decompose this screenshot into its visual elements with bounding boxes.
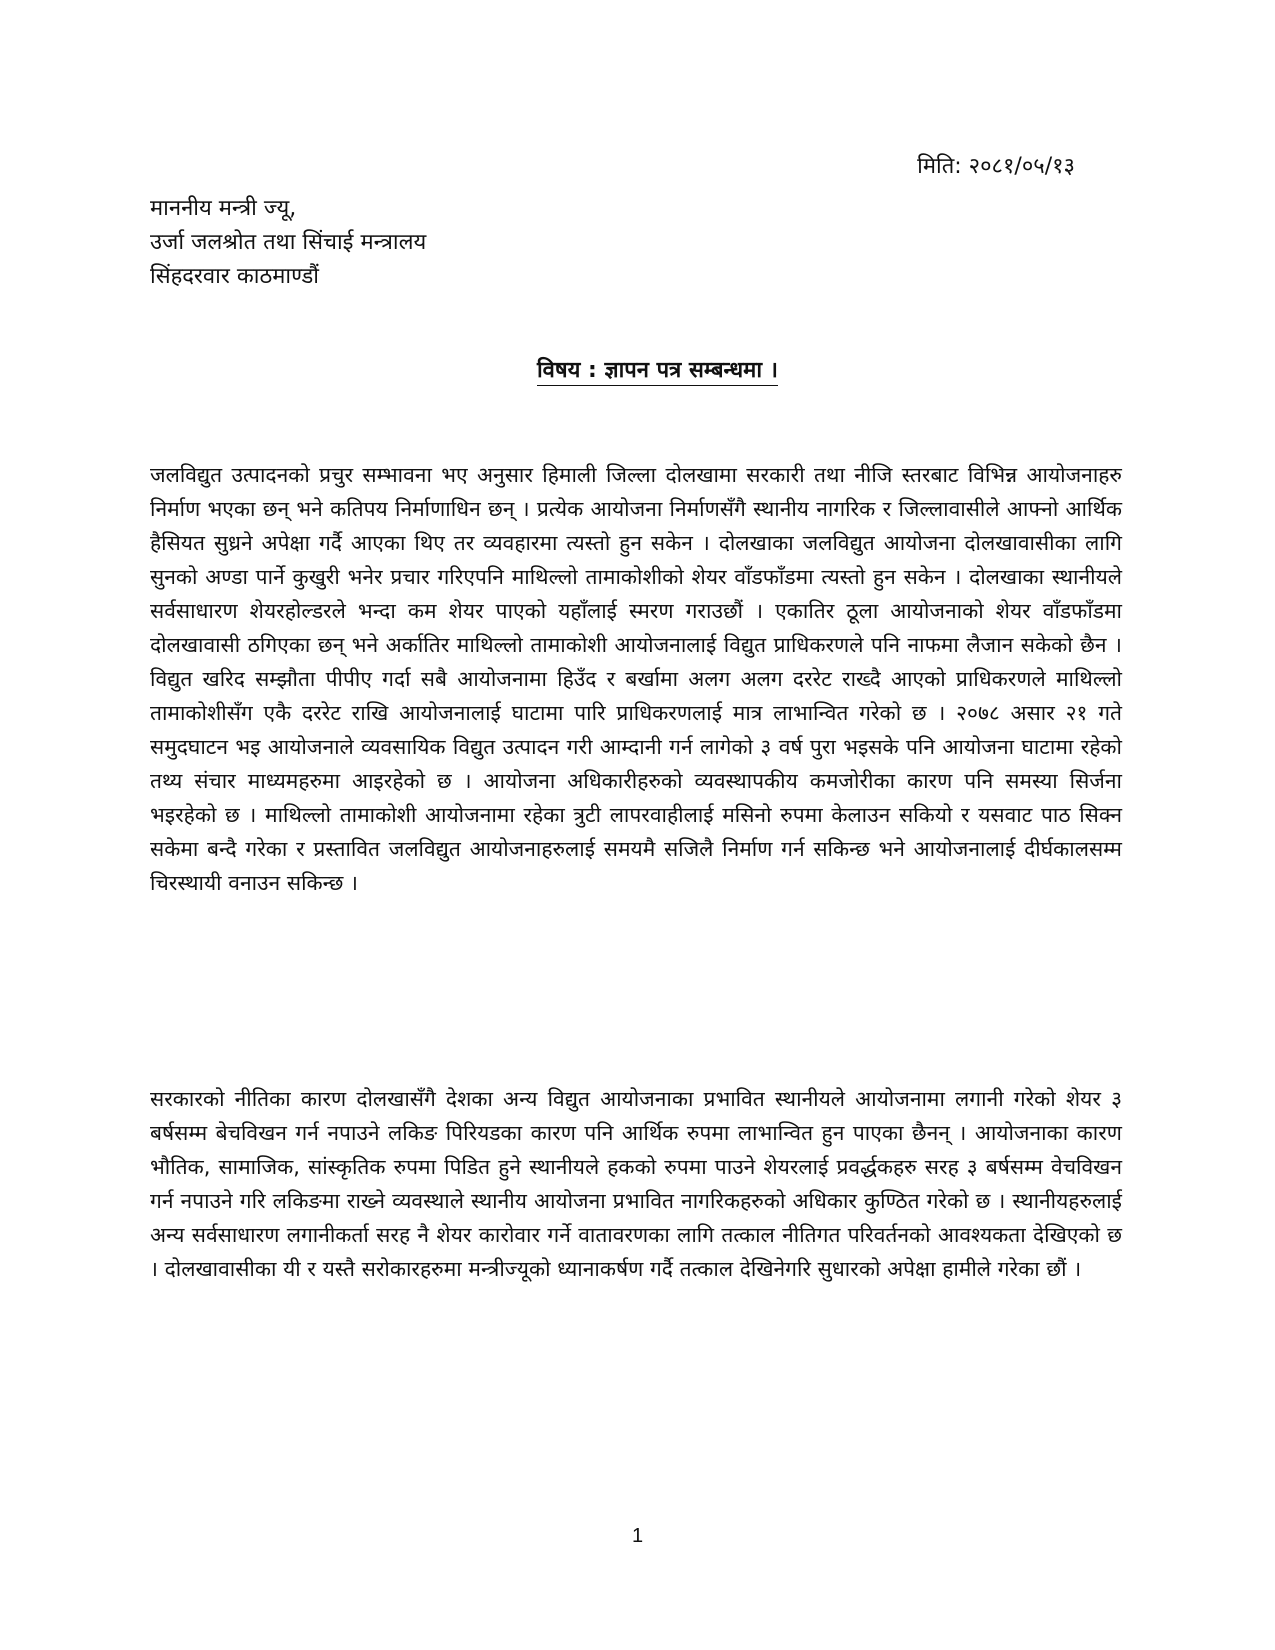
body-paragraph-2: सरकारको नीतिका कारण दोलखासँगै देशका अन्य विद्युत आयोजनाका प्रभावित स्थानीयले आयोजनामा लगानी गरेको शेयर ३ बर्षसम्म बेचविखन गर्न नपाउने लकिङ पिरियडका कारण पनि आर्थिक रुपमा लाभान्वित हुन पाएका छैनन् । आयोजनाका कारण भौतिक, सामाजिक, सांस्कृतिक रुपमा पिडित हुने स्थानीयले हकको रुपमा पाउने शेयरलाई प्रवर्द्धकहरु सरह ३ बर्षसम्म वेचविखन गर्न नपाउने गरि लकिङमा राख्ने व्यवस्थाले स्थानीय आयोजना प्रभावित नागरिकहरुको अधिकार कुण्ठित गरेको छ । स्थानीयहरुलाई अन्य सर्वसाधारण लगानीकर्ता सरह नै शेयर कारोवार गर्ने वातावरणका लागि तत्काल नीतिगत परिवर्तनको आवश्यकता देखिएको छ । दोलखावासीका यी र यस्तै सरोकारहरुमा मन्त्रीज्यूको ध्यानाकर्षण गर्दै तत्काल देखिनेगरि सुधारको अपेक्षा हामीले गरेका छौं । bbox=[150, 1087, 1122, 1281]
recipient-location: सिंहदरवार काठमाण्डौं bbox=[150, 264, 320, 289]
recipient-address bbox=[150, 192, 426, 294]
body-paragraph-1: जलविद्युत उत्पादनको प्रचुर सम्भावना भए अनुसार हिमाली जिल्ला दोलखामा सरकारी तथा नीजि स्तरबाट विभिन्न आयोजनाहरु निर्माण भएका छन् भने कतिपय निर्माणाधिन छन् । प्रत्येक आयोजना निर्माणसँगै स्थानीय नागरिक र जिल्लावासीले आफ्नो आर्थिक हैसियत सुध्रने अपेक्षा गर्दै आएका थिए तर व्यवहारमा त्यस्तो हुन सकेन । दोलखाका जलविद्युत आयोजना दोलखावासीका लागि सुनको अण्डा पार्ने कुखुरी भनेर प्रचार गरिएपनि माथिल्लो तामाकोशीको शेयर वाँडफाँडमा त्यस्तो हुन सकेन । दोलखाका स्थानीयले सर्वसाधारण शेयरहोल्डरले भन्दा कम शेयर पाएको यहाँलाई स्मरण गराउछौं । एकातिर ठूला आयोजनाको शेयर वाँडफाँडमा दोलखावासी ठगिएका छन् भने अर्कातिर माथिल्लो तामाकोशी आयोजनालाई विद्युत प्राधिकरणले पनि नाफमा लैजान सकेको छैन । विद्युत खरिद सम्झौता पीपीए गर्दा सबै आयोजनामा हिउँद र बर्खामा अलग अलग दररेट राख्दै आएको प्राधिकरणले माथिल्लो तामाकोशीसँग एकै दररेट राखि आयोजनालाई घाटामा पारि प्राधिकरणलाई मात्र लाभान्वित गरेको छ । २०७८ असार २१ गते समुदघाटन भइ आयोजनाले व्यवसायिक विद्युत उत्पादन गरी आम्दानी गर्न लागेको ३ वर्ष पुरा भइसके पनि आयोजना घाटामा रहेको तथ्य संचार माध्यमहरुमा आइरहेको छ । आयोजना अधिकारीहरुको व्यवस्थापकीय कमजोरीका कारण पनि समस्या सिर्जना भइरहेको छ । माथिल्लो तामाकोशी आयोजनामा रहेका त्रुटी लापरवाहीलाई मसिनो रुपमा केलाउन सकियो र यसवाट पाठ सिक्न सकेमा बन्दै गरेका र प्रस्तावित जलविद्युत आयोजनाहरुलाई समयमै सजिलै निर्माण गर्न सकिन्छ भने आयोजनालाई दीर्घकालसम्म चिरस्थायी वनाउन सकिन्छ । bbox=[150, 463, 1122, 895]
page-number: 1 bbox=[631, 1525, 644, 1547]
recipient-title: माननीय मन्त्री ज्यू, bbox=[150, 196, 297, 221]
recipient-ministry: उर्जा जलश्रोत तथा सिंचाई मन्त्रालय bbox=[150, 230, 427, 255]
subject-heading bbox=[0, 356, 1275, 386]
letter-date: मिति: २०८१/०५/१३ bbox=[917, 154, 1075, 179]
subject-text: विषय : ज्ञापन पत्र सम्बन्धमा । bbox=[537, 358, 778, 386]
